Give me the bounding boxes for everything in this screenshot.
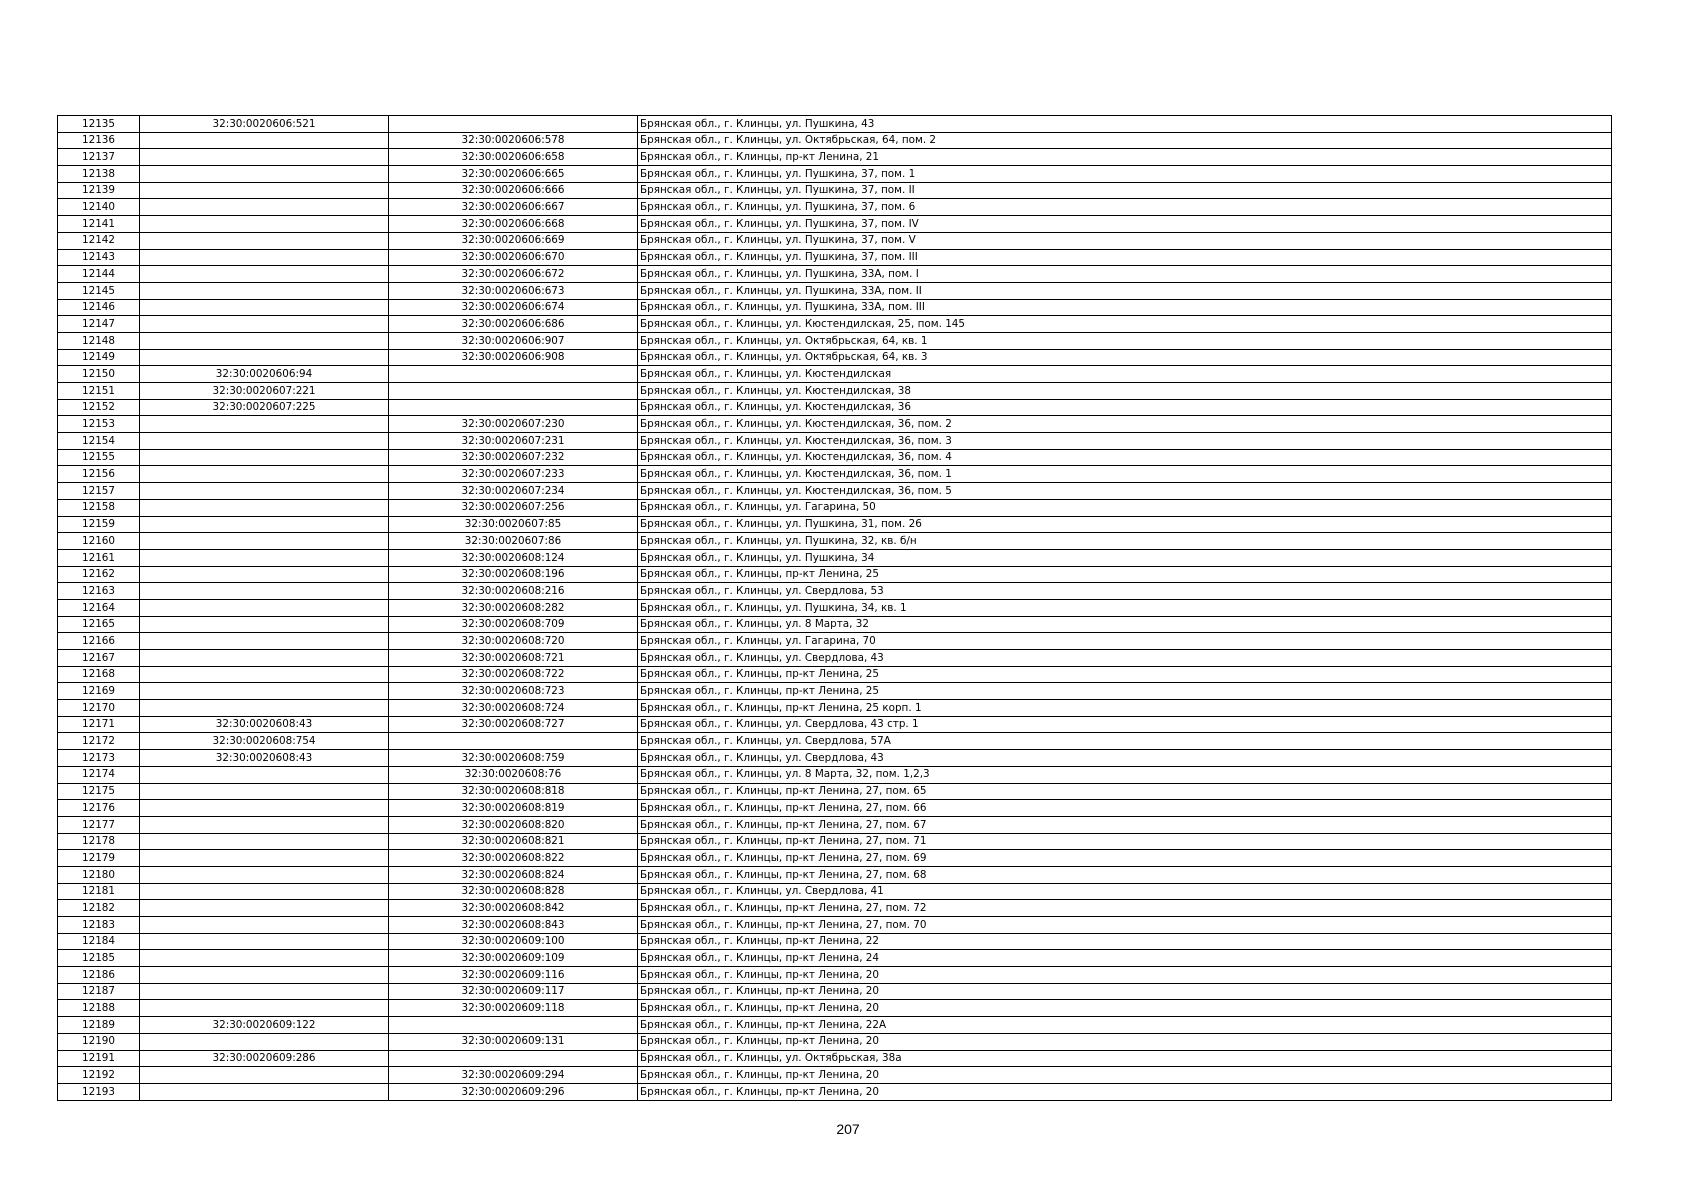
row-number-cell: 12141 [58, 216, 140, 233]
row-number-cell: 12182 [58, 900, 140, 917]
parcel-number-cell [140, 683, 389, 700]
address-cell: Брянская обл., г. Клинцы, пр-кт Ленина, 20 [638, 1067, 1612, 1084]
object-number-cell: 32:30:0020608:196 [389, 566, 638, 583]
address-cell: Брянская обл., г. Клинцы, пр-кт Ленина, 25 корп. 1 [638, 700, 1612, 717]
parcel-number-cell [140, 433, 389, 450]
parcel-number-cell [140, 549, 389, 566]
object-number-cell: 32:30:0020608:722 [389, 666, 638, 683]
registry-table [57, 115, 1612, 1101]
address-cell: Брянская обл., г. Клинцы, ул. Кюстендилская, 36, пом. 1 [638, 466, 1612, 483]
parcel-number-cell [140, 933, 389, 950]
object-number-cell [389, 116, 638, 133]
row-number-cell: 12165 [58, 616, 140, 633]
table-row [58, 466, 1612, 483]
address-cell: Брянская обл., г. Клинцы, ул. Кюстендилская, 36, пом. 3 [638, 433, 1612, 450]
parcel-number-cell [140, 232, 389, 249]
row-number-cell: 12150 [58, 366, 140, 383]
parcel-number-cell: 32:30:0020606:521 [140, 116, 389, 133]
row-number-cell: 12172 [58, 733, 140, 750]
address-cell: Брянская обл., г. Клинцы, ул. Кюстендилская, 25, пом. 145 [638, 316, 1612, 333]
page-number: 207 [836, 1121, 860, 1137]
parcel-number-cell [140, 816, 389, 833]
object-number-cell: 32:30:0020608:821 [389, 833, 638, 850]
address-cell: Брянская обл., г. Клинцы, пр-кт Ленина, 22А [638, 1017, 1612, 1034]
parcel-number-cell [140, 449, 389, 466]
parcel-number-cell [140, 266, 389, 283]
row-number-cell: 12183 [58, 917, 140, 934]
row-number-cell: 12169 [58, 683, 140, 700]
row-number-cell: 12186 [58, 967, 140, 984]
address-cell: Брянская обл., г. Клинцы, пр-кт Ленина, 24 [638, 950, 1612, 967]
row-number-cell: 12139 [58, 182, 140, 199]
parcel-number-cell [140, 866, 389, 883]
row-number-cell: 12154 [58, 433, 140, 450]
address-cell: Брянская обл., г. Клинцы, ул. Свердлова, 43 [638, 650, 1612, 667]
table-row [58, 633, 1612, 650]
table-row [58, 549, 1612, 566]
parcel-number-cell [140, 983, 389, 1000]
object-number-cell: 32:30:0020606:667 [389, 199, 638, 216]
table-row [58, 182, 1612, 199]
address-cell: Брянская обл., г. Клинцы, ул. Октябрьская, 64, кв. 3 [638, 349, 1612, 366]
address-cell: Брянская обл., г. Клинцы, ул. Пушкина, 37, пом. III [638, 249, 1612, 266]
row-number-cell: 12135 [58, 116, 140, 133]
table-row [58, 850, 1612, 867]
object-number-cell: 32:30:0020606:907 [389, 332, 638, 349]
object-number-cell: 32:30:0020608:819 [389, 800, 638, 817]
address-cell: Брянская обл., г. Клинцы, ул. Пушкина, 33А, пом. III [638, 299, 1612, 316]
object-number-cell: 32:30:0020608:842 [389, 900, 638, 917]
parcel-number-cell [140, 616, 389, 633]
table-row [58, 449, 1612, 466]
address-cell: Брянская обл., г. Клинцы, ул. Октябрьская, 64, пом. 2 [638, 132, 1612, 149]
address-cell: Брянская обл., г. Клинцы, пр-кт Ленина, 27, пом. 67 [638, 816, 1612, 833]
parcel-number-cell [140, 332, 389, 349]
row-number-cell: 12155 [58, 449, 140, 466]
table-row [58, 132, 1612, 149]
object-number-cell: 32:30:0020607:85 [389, 516, 638, 533]
address-cell: Брянская обл., г. Клинцы, пр-кт Ленина, 27, пом. 66 [638, 800, 1612, 817]
row-number-cell: 12151 [58, 383, 140, 400]
parcel-number-cell: 32:30:0020608:43 [140, 716, 389, 733]
parcel-number-cell [140, 883, 389, 900]
row-number-cell: 12184 [58, 933, 140, 950]
parcel-number-cell [140, 566, 389, 583]
row-number-cell: 12163 [58, 583, 140, 600]
object-number-cell [389, 383, 638, 400]
address-cell: Брянская обл., г. Клинцы, ул. Октябрьская, 64, кв. 1 [638, 332, 1612, 349]
address-cell: Брянская обл., г. Клинцы, ул. Пушкина, 37, пом. IV [638, 216, 1612, 233]
address-cell: Брянская обл., г. Клинцы, ул. Гагарина, 50 [638, 499, 1612, 516]
row-number-cell: 12136 [58, 132, 140, 149]
object-number-cell: 32:30:0020609:109 [389, 950, 638, 967]
row-number-cell: 12167 [58, 650, 140, 667]
object-number-cell: 32:30:0020608:843 [389, 917, 638, 934]
row-number-cell: 12143 [58, 249, 140, 266]
object-number-cell [389, 366, 638, 383]
object-number-cell: 32:30:0020608:216 [389, 583, 638, 600]
parcel-number-cell [140, 282, 389, 299]
parcel-number-cell [140, 216, 389, 233]
table-row [58, 700, 1612, 717]
address-cell: Брянская обл., г. Клинцы, ул. Пушкина, 37, пом. 6 [638, 199, 1612, 216]
row-number-cell: 12180 [58, 866, 140, 883]
row-number-cell: 12158 [58, 499, 140, 516]
address-cell: Брянская обл., г. Клинцы, ул. Пушкина, 32, кв. б/н [638, 533, 1612, 550]
address-cell: Брянская обл., г. Клинцы, пр-кт Ленина, 27, пом. 69 [638, 850, 1612, 867]
address-cell: Брянская обл., г. Клинцы, ул. Гагарина, 70 [638, 633, 1612, 650]
object-number-cell: 32:30:0020608:721 [389, 650, 638, 667]
address-cell: Брянская обл., г. Клинцы, пр-кт Ленина, 20 [638, 1033, 1612, 1050]
table-row [58, 1083, 1612, 1100]
parcel-number-cell [140, 800, 389, 817]
address-cell: Брянская обл., г. Клинцы, ул. Свердлова, 43 [638, 750, 1612, 767]
table-row [58, 249, 1612, 266]
table-row [58, 399, 1612, 416]
object-number-cell: 32:30:0020609:100 [389, 933, 638, 950]
address-cell: Брянская обл., г. Клинцы, ул. Свердлова, 57А [638, 733, 1612, 750]
parcel-number-cell [140, 132, 389, 149]
table-row [58, 866, 1612, 883]
row-number-cell: 12164 [58, 599, 140, 616]
row-number-cell: 12187 [58, 983, 140, 1000]
address-cell: Брянская обл., г. Клинцы, ул. Кюстендилская, 38 [638, 383, 1612, 400]
parcel-number-cell [140, 850, 389, 867]
object-number-cell [389, 733, 638, 750]
object-number-cell: 32:30:0020608:828 [389, 883, 638, 900]
parcel-number-cell [140, 416, 389, 433]
address-cell: Брянская обл., г. Клинцы, пр-кт Ленина, 27, пом. 68 [638, 866, 1612, 883]
address-cell: Брянская обл., г. Клинцы, ул. Пушкина, 37, пом. II [638, 182, 1612, 199]
table-row [58, 683, 1612, 700]
parcel-number-cell [140, 249, 389, 266]
row-number-cell: 12149 [58, 349, 140, 366]
table-row [58, 483, 1612, 500]
table-row [58, 282, 1612, 299]
row-number-cell: 12148 [58, 332, 140, 349]
object-number-cell: 32:30:0020608:820 [389, 816, 638, 833]
table-row [58, 316, 1612, 333]
object-number-cell: 32:30:0020606:658 [389, 149, 638, 166]
row-number-cell: 12173 [58, 750, 140, 767]
object-number-cell: 32:30:0020608:124 [389, 549, 638, 566]
row-number-cell: 12177 [58, 816, 140, 833]
address-cell: Брянская обл., г. Клинцы, ул. 8 Марта, 32, пом. 1,2,3 [638, 766, 1612, 783]
table-row [58, 349, 1612, 366]
object-number-cell [389, 1017, 638, 1034]
table-row [58, 166, 1612, 183]
table-row [58, 599, 1612, 616]
object-number-cell: 32:30:0020606:673 [389, 282, 638, 299]
object-number-cell: 32:30:0020607:232 [389, 449, 638, 466]
parcel-number-cell [140, 349, 389, 366]
parcel-number-cell [140, 516, 389, 533]
address-cell: Брянская обл., г. Клинцы, пр-кт Ленина, 27, пом. 70 [638, 917, 1612, 934]
row-number-cell: 12146 [58, 299, 140, 316]
row-number-cell: 12160 [58, 533, 140, 550]
object-number-cell: 32:30:0020607:233 [389, 466, 638, 483]
row-number-cell: 12174 [58, 766, 140, 783]
table-row [58, 583, 1612, 600]
row-number-cell: 12157 [58, 483, 140, 500]
parcel-number-cell [140, 967, 389, 984]
parcel-number-cell [140, 166, 389, 183]
parcel-number-cell [140, 149, 389, 166]
row-number-cell: 12152 [58, 399, 140, 416]
table-row [58, 1000, 1612, 1017]
address-cell: Брянская обл., г. Клинцы, ул. Пушкина, 33А, пом. II [638, 282, 1612, 299]
address-cell: Брянская обл., г. Клинцы, ул. Пушкина, 31, пом. 26 [638, 516, 1612, 533]
object-number-cell: 32:30:0020606:672 [389, 266, 638, 283]
table-row [58, 533, 1612, 550]
object-number-cell: 32:30:0020609:118 [389, 1000, 638, 1017]
table-row [58, 833, 1612, 850]
parcel-number-cell: 32:30:0020607:225 [140, 399, 389, 416]
parcel-number-cell [140, 1033, 389, 1050]
parcel-number-cell: 32:30:0020609:122 [140, 1017, 389, 1034]
address-cell: Брянская обл., г. Клинцы, ул. Свердлова, 53 [638, 583, 1612, 600]
address-cell: Брянская обл., г. Клинцы, ул. Кюстендилская, 36, пом. 4 [638, 449, 1612, 466]
parcel-number-cell: 32:30:0020609:286 [140, 1050, 389, 1067]
object-number-cell: 32:30:0020608:727 [389, 716, 638, 733]
object-number-cell: 32:30:0020607:256 [389, 499, 638, 516]
object-number-cell: 32:30:0020608:759 [389, 750, 638, 767]
row-number-cell: 12156 [58, 466, 140, 483]
address-cell: Брянская обл., г. Клинцы, пр-кт Ленина, 20 [638, 967, 1612, 984]
parcel-number-cell [140, 599, 389, 616]
parcel-number-cell [140, 633, 389, 650]
address-cell: Брянская обл., г. Клинцы, пр-кт Ленина, 27, пом. 65 [638, 783, 1612, 800]
row-number-cell: 12168 [58, 666, 140, 683]
address-cell: Брянская обл., г. Клинцы, ул. Пушкина, 34 [638, 549, 1612, 566]
parcel-number-cell [140, 1067, 389, 1084]
address-cell: Брянская обл., г. Клинцы, пр-кт Ленина, 27, пом. 71 [638, 833, 1612, 850]
row-number-cell: 12181 [58, 883, 140, 900]
parcel-number-cell [140, 766, 389, 783]
table-row [58, 332, 1612, 349]
row-number-cell: 12138 [58, 166, 140, 183]
object-number-cell: 32:30:0020606:665 [389, 166, 638, 183]
row-number-cell: 12178 [58, 833, 140, 850]
object-number-cell: 32:30:0020607:86 [389, 533, 638, 550]
table-row [58, 232, 1612, 249]
parcel-number-cell: 32:30:0020606:94 [140, 366, 389, 383]
object-number-cell: 32:30:0020607:230 [389, 416, 638, 433]
table-row [58, 433, 1612, 450]
table-row [58, 366, 1612, 383]
address-cell: Брянская обл., г. Клинцы, ул. Кюстендилская, 36, пом. 2 [638, 416, 1612, 433]
table-row [58, 950, 1612, 967]
address-cell: Брянская обл., г. Клинцы, ул. Кюстендилская [638, 366, 1612, 383]
object-number-cell: 32:30:0020606:669 [389, 232, 638, 249]
parcel-number-cell [140, 783, 389, 800]
row-number-cell: 12170 [58, 700, 140, 717]
table-row [58, 566, 1612, 583]
table-row [58, 383, 1612, 400]
address-cell: Брянская обл., г. Клинцы, ул. Пушкина, 37, пом. 1 [638, 166, 1612, 183]
table-row [58, 750, 1612, 767]
table-row [58, 516, 1612, 533]
address-cell: Брянская обл., г. Клинцы, ул. Пушкина, 34, кв. 1 [638, 599, 1612, 616]
table-row [58, 650, 1612, 667]
parcel-number-cell: 32:30:0020607:221 [140, 383, 389, 400]
table-row [58, 816, 1612, 833]
address-cell: Брянская обл., г. Клинцы, ул. Свердлова, 43 стр. 1 [638, 716, 1612, 733]
row-number-cell: 12147 [58, 316, 140, 333]
table-row [58, 416, 1612, 433]
table-row [58, 199, 1612, 216]
parcel-number-cell [140, 499, 389, 516]
address-cell: Брянская обл., г. Клинцы, пр-кт Ленина, 20 [638, 983, 1612, 1000]
object-number-cell: 32:30:0020606:668 [389, 216, 638, 233]
object-number-cell: 32:30:0020606:686 [389, 316, 638, 333]
table-row [58, 783, 1612, 800]
table-row [58, 149, 1612, 166]
address-cell: Брянская обл., г. Клинцы, ул. Пушкина, 37, пом. V [638, 232, 1612, 249]
object-number-cell: 32:30:0020606:674 [389, 299, 638, 316]
address-cell: Брянская обл., г. Клинцы, пр-кт Ленина, 22 [638, 933, 1612, 950]
object-number-cell: 32:30:0020609:117 [389, 983, 638, 1000]
object-number-cell: 32:30:0020608:282 [389, 599, 638, 616]
row-number-cell: 12161 [58, 549, 140, 566]
table-row [58, 800, 1612, 817]
row-number-cell: 12159 [58, 516, 140, 533]
parcel-number-cell [140, 583, 389, 600]
table-row [58, 299, 1612, 316]
registry-table-body [58, 116, 1612, 1101]
address-cell: Брянская обл., г. Клинцы, пр-кт Ленина, 20 [638, 1083, 1612, 1100]
row-number-cell: 12153 [58, 416, 140, 433]
row-number-cell: 12142 [58, 232, 140, 249]
object-number-cell: 32:30:0020609:131 [389, 1033, 638, 1050]
table-row [58, 1067, 1612, 1084]
table-row [58, 917, 1612, 934]
table-row [58, 933, 1612, 950]
row-number-cell: 12193 [58, 1083, 140, 1100]
address-cell: Брянская обл., г. Клинцы, пр-кт Ленина, 20 [638, 1000, 1612, 1017]
table-row [58, 883, 1612, 900]
table-row [58, 499, 1612, 516]
address-cell: Брянская обл., г. Клинцы, ул. Кюстендилская, 36 [638, 399, 1612, 416]
row-number-cell: 12188 [58, 1000, 140, 1017]
parcel-number-cell [140, 1083, 389, 1100]
table-row [58, 1033, 1612, 1050]
row-number-cell: 12190 [58, 1033, 140, 1050]
address-cell: Брянская обл., г. Клинцы, ул. Октябрьская, 38а [638, 1050, 1612, 1067]
address-cell: Брянская обл., г. Клинцы, пр-кт Ленина, 21 [638, 149, 1612, 166]
table-row [58, 116, 1612, 133]
address-cell: Брянская обл., г. Клинцы, ул. Пушкина, 43 [638, 116, 1612, 133]
table-row [58, 716, 1612, 733]
address-cell: Брянская обл., г. Клинцы, пр-кт Ленина, 25 [638, 666, 1612, 683]
object-number-cell: 32:30:0020609:116 [389, 967, 638, 984]
address-cell: Брянская обл., г. Клинцы, ул. Пушкина, 33А, пом. I [638, 266, 1612, 283]
table-row [58, 616, 1612, 633]
parcel-number-cell [140, 533, 389, 550]
row-number-cell: 12144 [58, 266, 140, 283]
parcel-number-cell [140, 833, 389, 850]
row-number-cell: 12175 [58, 783, 140, 800]
object-number-cell: 32:30:0020608:723 [389, 683, 638, 700]
parcel-number-cell [140, 700, 389, 717]
object-number-cell: 32:30:0020607:231 [389, 433, 638, 450]
table-row [58, 766, 1612, 783]
object-number-cell: 32:30:0020608:724 [389, 700, 638, 717]
object-number-cell [389, 1050, 638, 1067]
object-number-cell: 32:30:0020608:822 [389, 850, 638, 867]
object-number-cell: 32:30:0020608:818 [389, 783, 638, 800]
parcel-number-cell [140, 666, 389, 683]
table-row [58, 900, 1612, 917]
object-number-cell: 32:30:0020608:709 [389, 616, 638, 633]
object-number-cell: 32:30:0020608:824 [389, 866, 638, 883]
parcel-number-cell [140, 182, 389, 199]
object-number-cell: 32:30:0020606:908 [389, 349, 638, 366]
object-number-cell [389, 399, 638, 416]
row-number-cell: 12189 [58, 1017, 140, 1034]
table-row [58, 733, 1612, 750]
table-row [58, 666, 1612, 683]
table-row [58, 1017, 1612, 1034]
object-number-cell: 32:30:0020609:294 [389, 1067, 638, 1084]
row-number-cell: 12176 [58, 800, 140, 817]
parcel-number-cell [140, 650, 389, 667]
address-cell: Брянская обл., г. Клинцы, ул. 8 Марта, 32 [638, 616, 1612, 633]
table-row [58, 967, 1612, 984]
parcel-number-cell [140, 199, 389, 216]
parcel-number-cell [140, 316, 389, 333]
parcel-number-cell [140, 917, 389, 934]
parcel-number-cell [140, 466, 389, 483]
object-number-cell: 32:30:0020606:670 [389, 249, 638, 266]
parcel-number-cell [140, 1000, 389, 1017]
table-row [58, 1050, 1612, 1067]
object-number-cell: 32:30:0020606:666 [389, 182, 638, 199]
row-number-cell: 12185 [58, 950, 140, 967]
address-cell: Брянская обл., г. Клинцы, ул. Кюстендилская, 36, пом. 5 [638, 483, 1612, 500]
row-number-cell: 12166 [58, 633, 140, 650]
parcel-number-cell [140, 299, 389, 316]
row-number-cell: 12192 [58, 1067, 140, 1084]
parcel-number-cell: 32:30:0020608:43 [140, 750, 389, 767]
object-number-cell: 32:30:0020608:720 [389, 633, 638, 650]
row-number-cell: 12191 [58, 1050, 140, 1067]
row-number-cell: 12145 [58, 282, 140, 299]
address-cell: Брянская обл., г. Клинцы, пр-кт Ленина, 25 [638, 683, 1612, 700]
parcel-number-cell [140, 483, 389, 500]
table-row [58, 216, 1612, 233]
table-row [58, 266, 1612, 283]
object-number-cell: 32:30:0020606:578 [389, 132, 638, 149]
object-number-cell: 32:30:0020607:234 [389, 483, 638, 500]
address-cell: Брянская обл., г. Клинцы, ул. Свердлова, 41 [638, 883, 1612, 900]
row-number-cell: 12171 [58, 716, 140, 733]
address-cell: Брянская обл., г. Клинцы, пр-кт Ленина, 27, пом. 72 [638, 900, 1612, 917]
row-number-cell: 12137 [58, 149, 140, 166]
table-row [58, 983, 1612, 1000]
object-number-cell: 32:30:0020609:296 [389, 1083, 638, 1100]
object-number-cell: 32:30:0020608:76 [389, 766, 638, 783]
parcel-number-cell: 32:30:0020608:754 [140, 733, 389, 750]
address-cell: Брянская обл., г. Клинцы, пр-кт Ленина, 25 [638, 566, 1612, 583]
row-number-cell: 12140 [58, 199, 140, 216]
row-number-cell: 12162 [58, 566, 140, 583]
row-number-cell: 12179 [58, 850, 140, 867]
parcel-number-cell [140, 950, 389, 967]
parcel-number-cell [140, 900, 389, 917]
